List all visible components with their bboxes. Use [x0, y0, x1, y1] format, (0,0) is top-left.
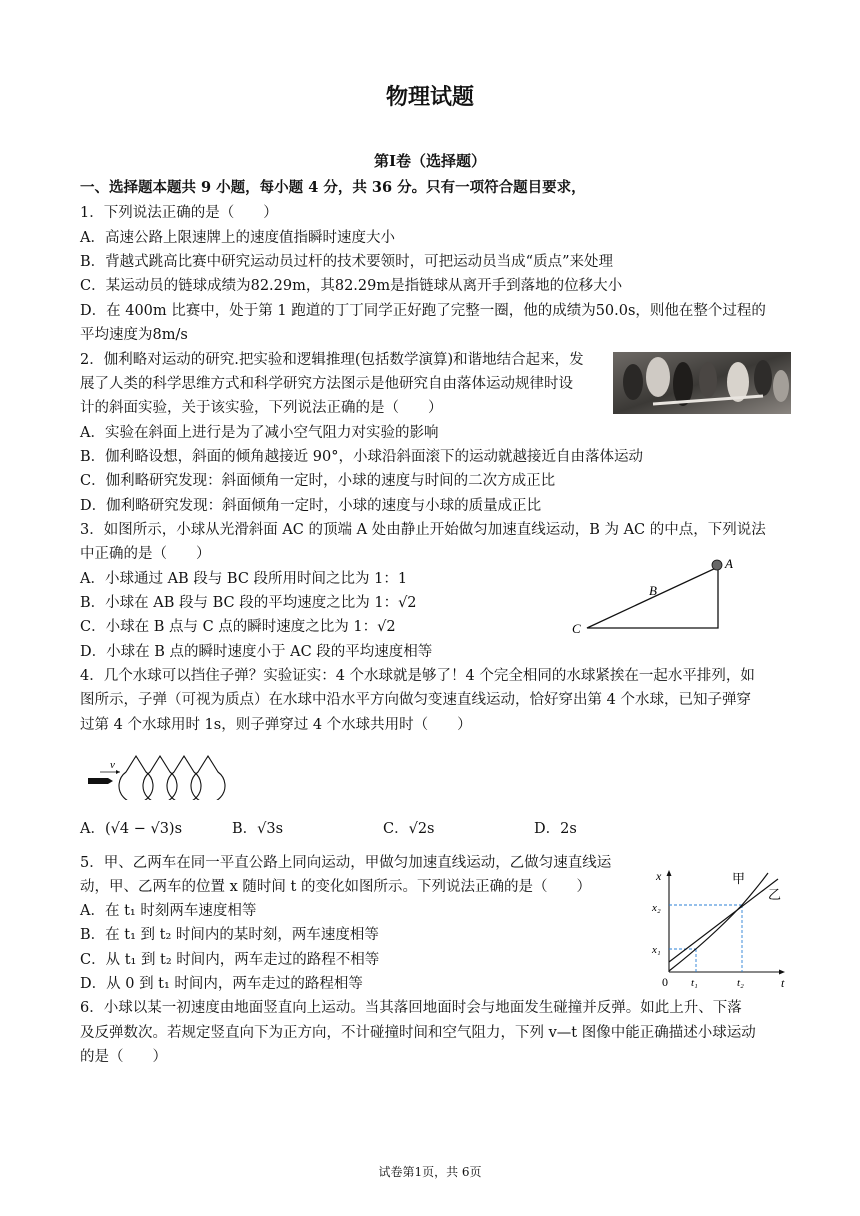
graph-jia-label: 甲: [732, 871, 746, 886]
incline-figure: [565, 555, 745, 637]
q3-option-c: C．小球在 B 点与 C 点的瞬时速度之比为 1：√2: [80, 619, 396, 635]
water-balls-figure: [82, 748, 252, 800]
graph-x1-label: x₁: [652, 944, 661, 956]
graph-x-label: x: [656, 869, 662, 883]
q4-stem-2: 图所示，子弹（可视为质点）在水球中沿水平方向做匀变速直线运动，恰好穿出第 4 个水球，已知子弹穿: [80, 692, 751, 708]
graph-t1-label: t₁: [691, 977, 698, 989]
q2-stem-1: 2．伽利略对运动的研究.把实验和逻辑推理(包括数学演算)和谐地结合起来，发: [80, 352, 584, 368]
q3-option-b: B．小球在 AB 段与 BC 段的平均速度之比为 1：√2: [80, 595, 417, 611]
q2-option-c: C．伽利略研究发现：斜面倾角一定时，小球的速度与时间的二次方成正比: [80, 473, 556, 489]
q5-option-b: B．在 t₁ 到 t₂ 时间内的某时刻，两车速度相等: [80, 927, 379, 943]
q2-option-b: B．伽利略设想，斜面的倾角越接近 90°，小球沿斜面滚下的运动就越接近自由落体运动: [80, 449, 643, 465]
q1-option-c: C．某运动员的链球成绩为82.29m，其82.29m是指链球从离开手到落地的位移大小: [80, 278, 623, 294]
velocity-label: v: [110, 759, 115, 771]
graph-t-label: t: [781, 976, 785, 990]
q6-stem-3: 的是（ ）: [80, 1049, 167, 1065]
q2-stem-3: 计的斜面实验，关于该实验，下列说法正确的是（ ）: [80, 400, 443, 416]
page-title: 物理试题: [385, 84, 474, 110]
label-c: C: [572, 621, 581, 636]
ball-icon: [712, 560, 722, 570]
q5-stem-2: 动，甲、乙两车的位置 x 随时间 t 的变化如图所示。下列说法正确的是（ ）: [80, 879, 591, 895]
page-footer: 试卷第1页，共 6页: [378, 1165, 482, 1179]
water-ball-2: [143, 756, 177, 800]
water-ball-3: [167, 756, 201, 800]
q4-option-a: A．(√4 − √3)s: [80, 821, 183, 837]
q5-option-c: C．从 t₁ 到 t₂ 时间内，两车走过的路程不相等: [80, 952, 380, 968]
q4-stem-3: 过第 4 个水球用时 1s，则子弹穿过 4 个水球共用时（ ）: [80, 717, 472, 733]
water-ball-1: [119, 756, 153, 800]
q3-option-a: A．小球通过 AB 段与 BC 段所用时间之比为 1：1: [80, 571, 408, 587]
q2-option-a: A．实验在斜面上进行是为了减小空气阻力对实验的影响: [80, 425, 439, 441]
section-title: 第Ⅰ卷（选择题）: [373, 152, 487, 170]
q4-stem-1: 4．几个水球可以挡住子弹？实验证实：4 个水球就是够了！4 个完全相同的水球紧挨在一起水平排列，如: [80, 668, 755, 684]
label-b: B: [649, 583, 657, 598]
bullet-icon: [88, 778, 113, 784]
q6-stem-2: 及反弹数次。若规定竖直向下为正方向，不计碰撞时间和空气阻力，下列 v—t 图像中能正确描述小球运动: [80, 1025, 756, 1041]
curve-jia: [669, 873, 768, 971]
instructions: 一、选择题本题共 9 小题，每小题 4 分，共 36 分。只有一项符合题目要求，: [80, 179, 586, 196]
graph-yi-label: 乙: [768, 887, 782, 902]
q5-option-d: D．从 0 到 t₁ 时间内，两车走过的路程相等: [80, 976, 363, 992]
graph-origin-label: 0: [662, 975, 668, 989]
q1-option-d-cont: 平均速度为8m/s: [80, 327, 188, 343]
xt-graph: [650, 865, 790, 993]
q3-option-d: D．小球在 B 点的瞬时速度小于 AC 段的平均速度相等: [80, 644, 433, 660]
water-ball-4: [191, 756, 225, 800]
q1-option-d: D．在 400m 比赛中，处于第 1 跑道的丁丁同学正好跑了完整一圈，他的成绩为50.0s，则他在整个过程的: [80, 303, 766, 319]
q4-option-b: B．√3s: [232, 821, 284, 837]
graph-x2-label: x₂: [652, 902, 661, 914]
q6-stem-1: 6．小球以某一初速度由地面竖直向上运动。当其落回地面时会与地面发生碰撞并反弹。如此上升、下落: [80, 1000, 742, 1016]
q2-stem-2: 展了人类的科学思维方式和科学研究方法图示是他研究自由落体运动规律时设: [80, 376, 573, 392]
q1-option-a: A．高速公路上限速牌上的速度值指瞬时速度大小: [80, 230, 395, 246]
q3-stem-2: 中正确的是（ ）: [80, 546, 211, 562]
q5-option-a: A．在 t₁ 时刻两车速度相等: [80, 903, 257, 919]
q1-option-b: B．背越式跳高比赛中研究运动员过杆的技术要领时，可把运动员当成“质点”来处理: [80, 254, 613, 270]
q2-option-d: D．伽利略研究发现：斜面倾角一定时，小球的速度与小球的质量成正比: [80, 498, 542, 514]
label-a: A: [725, 556, 733, 571]
q1-stem: 1．下列说法正确的是（ ）: [80, 205, 278, 221]
graph-t2-label: t₂: [737, 977, 744, 989]
line-yi: [669, 879, 778, 962]
q5-stem-1: 5．甲、乙两车在同一平直公路上同向运动，甲做匀加速直线运动，乙做匀速直线运: [80, 855, 612, 871]
q4-option-d: D．2s: [534, 821, 577, 837]
q4-option-c: C．√2s: [383, 821, 435, 837]
galileo-painting-image: [613, 352, 791, 414]
q3-stem-1: 3．如图所示，小球从光滑斜面 AC 的顶端 A 处由静止开始做匀加速直线运动，B 为 AC 的中点，下列说法: [80, 522, 766, 538]
